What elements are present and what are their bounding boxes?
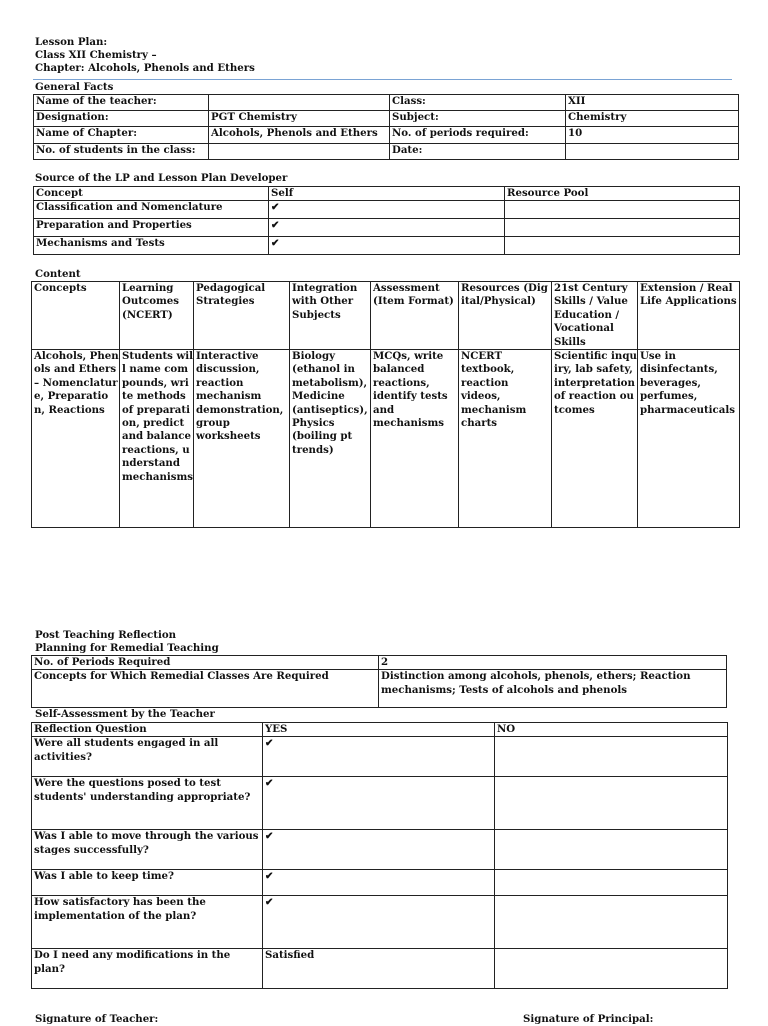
source-table [33, 186, 740, 255]
source-cell [505, 219, 740, 237]
doc-title-line3: Chapter: Alcohols, Phenols and Ethers [35, 62, 255, 74]
general-cell: Date: [390, 144, 566, 160]
remedial-cell: Concepts for Which Remedial Classes Are Required [32, 670, 379, 708]
sa-question: Were the questions posed to test students' understanding appropriate? [32, 777, 263, 830]
remedial-cell: No. of Periods Required [32, 656, 379, 670]
content-header-cell: Assessment (Item Format) [371, 282, 459, 350]
source-title: Source of the LP and Lesson Plan Developer [35, 172, 288, 184]
content-title: Content [35, 268, 81, 280]
self-assessment-title: Self-Assessment by the Teacher [35, 708, 215, 720]
remedial-table [31, 655, 727, 708]
content-header-cell: Pedagogical Strategies [194, 282, 290, 350]
general-cell: PGT Chemistry [209, 111, 390, 127]
general-cell [566, 144, 739, 160]
general-facts-table [33, 94, 739, 160]
content-header-cell: Integration with Other Subjects [290, 282, 371, 350]
general-cell: Name of the teacher: [34, 95, 209, 111]
remedial-cell: Distinction among alcohols, phenols, ethers; Reaction mechanisms; Tests of alcohols and phenols [379, 670, 727, 708]
content-header-cell: 21st Century Skills / Value Education / Vocational Skills [552, 282, 638, 350]
sa-no [495, 737, 728, 777]
general-facts-title: General Facts [35, 81, 114, 93]
source-cell [505, 237, 740, 255]
source-header-cell: Self [269, 187, 505, 201]
sa-question: Was I able to keep time? [32, 870, 263, 896]
sa-question: Was I able to move through the various stages successfully? [32, 830, 263, 870]
doc-title-line2: Class XII Chemistry – [35, 49, 157, 61]
sa-no [495, 870, 728, 896]
remedial-cell: 2 [379, 656, 727, 670]
content-cell: Interactive discussion, reaction mechanism demonstration, group worksheets [194, 350, 290, 528]
remedial-title: Planning for Remedial Teaching [35, 642, 219, 654]
doc-title-line1: Lesson Plan: [35, 36, 108, 48]
sa-yes: ✔ [263, 870, 495, 896]
sa-question: How satisfactory has been the implementation of the plan? [32, 896, 263, 949]
general-cell: Chemistry [566, 111, 739, 127]
teacher-signature-label: Signature of Teacher: [35, 1013, 159, 1025]
sa-no [495, 896, 728, 949]
sa-no [495, 830, 728, 870]
content-header-cell: Learning Outcomes (NCERT) [120, 282, 194, 350]
content-cell: Biology (ethanol in metabolism), Medicine (antiseptics), Physics (boiling pt trends) [290, 350, 371, 528]
content-cell: Use in disinfectants, beverages, perfumes, pharmaceuticals [638, 350, 740, 528]
sa-question: Do I need any modifications in the plan? [32, 949, 263, 989]
source-check: ✔ [269, 201, 505, 219]
general-cell: No. of periods required: [390, 127, 566, 144]
general-cell: 10 [566, 127, 739, 144]
content-cell: NCERT textbook, reaction videos, mechanism charts [459, 350, 552, 528]
sa-yes: ✔ [263, 830, 495, 870]
reflection-title: Post Teaching Reflection [35, 629, 177, 641]
content-cell: MCQs, write balanced reactions, identify tests and mechanisms [371, 350, 459, 528]
principal-signature-label: Signature of Principal: [523, 1013, 654, 1025]
content-header-cell: Concepts [32, 282, 120, 350]
general-cell [209, 144, 390, 160]
content-header-cell: Resources (Digital/Physical) [459, 282, 552, 350]
content-header-cell: Extension / Real Life Applications [638, 282, 740, 350]
sa-yes: Satisfied [263, 949, 495, 989]
header-divider [33, 79, 732, 80]
general-cell: No. of students in the class: [34, 144, 209, 160]
general-cell [209, 95, 390, 111]
sa-yes: ✔ [263, 777, 495, 830]
sa-header-cell: NO [495, 723, 728, 737]
source-cell: Classification and Nomenclature [34, 201, 269, 219]
source-check: ✔ [269, 219, 505, 237]
source-cell [505, 201, 740, 219]
sa-yes: ✔ [263, 737, 495, 777]
source-cell: Mechanisms and Tests [34, 237, 269, 255]
general-cell: Subject: [390, 111, 566, 127]
content-cell: Students will name compounds, write methods of preparation, predict and balance reactions, understand mechanisms [120, 350, 194, 528]
general-cell: Designation: [34, 111, 209, 127]
content-table [31, 281, 740, 528]
source-check: ✔ [269, 237, 505, 255]
general-cell: XII [566, 95, 739, 111]
content-cell: Scientific inquiry, lab safety, interpretation of reaction outcomes [552, 350, 638, 528]
sa-question: Were all students engaged in all activities? [32, 737, 263, 777]
source-header-cell: Resource Pool [505, 187, 740, 201]
self-assessment-table [31, 722, 728, 989]
sa-no [495, 777, 728, 830]
sa-no [495, 949, 728, 989]
general-cell: Name of Chapter: [34, 127, 209, 144]
sa-header-cell: Reflection Question [32, 723, 263, 737]
source-header-cell: Concept [34, 187, 269, 201]
general-cell: Class: [390, 95, 566, 111]
general-cell: Alcohols, Phenols and Ethers [209, 127, 390, 144]
sa-header-cell: YES [263, 723, 495, 737]
content-cell: Alcohols, Phenols and Ethers – Nomenclature, Preparation, Reactions [32, 350, 120, 528]
sa-yes: ✔ [263, 896, 495, 949]
source-cell: Preparation and Properties [34, 219, 269, 237]
